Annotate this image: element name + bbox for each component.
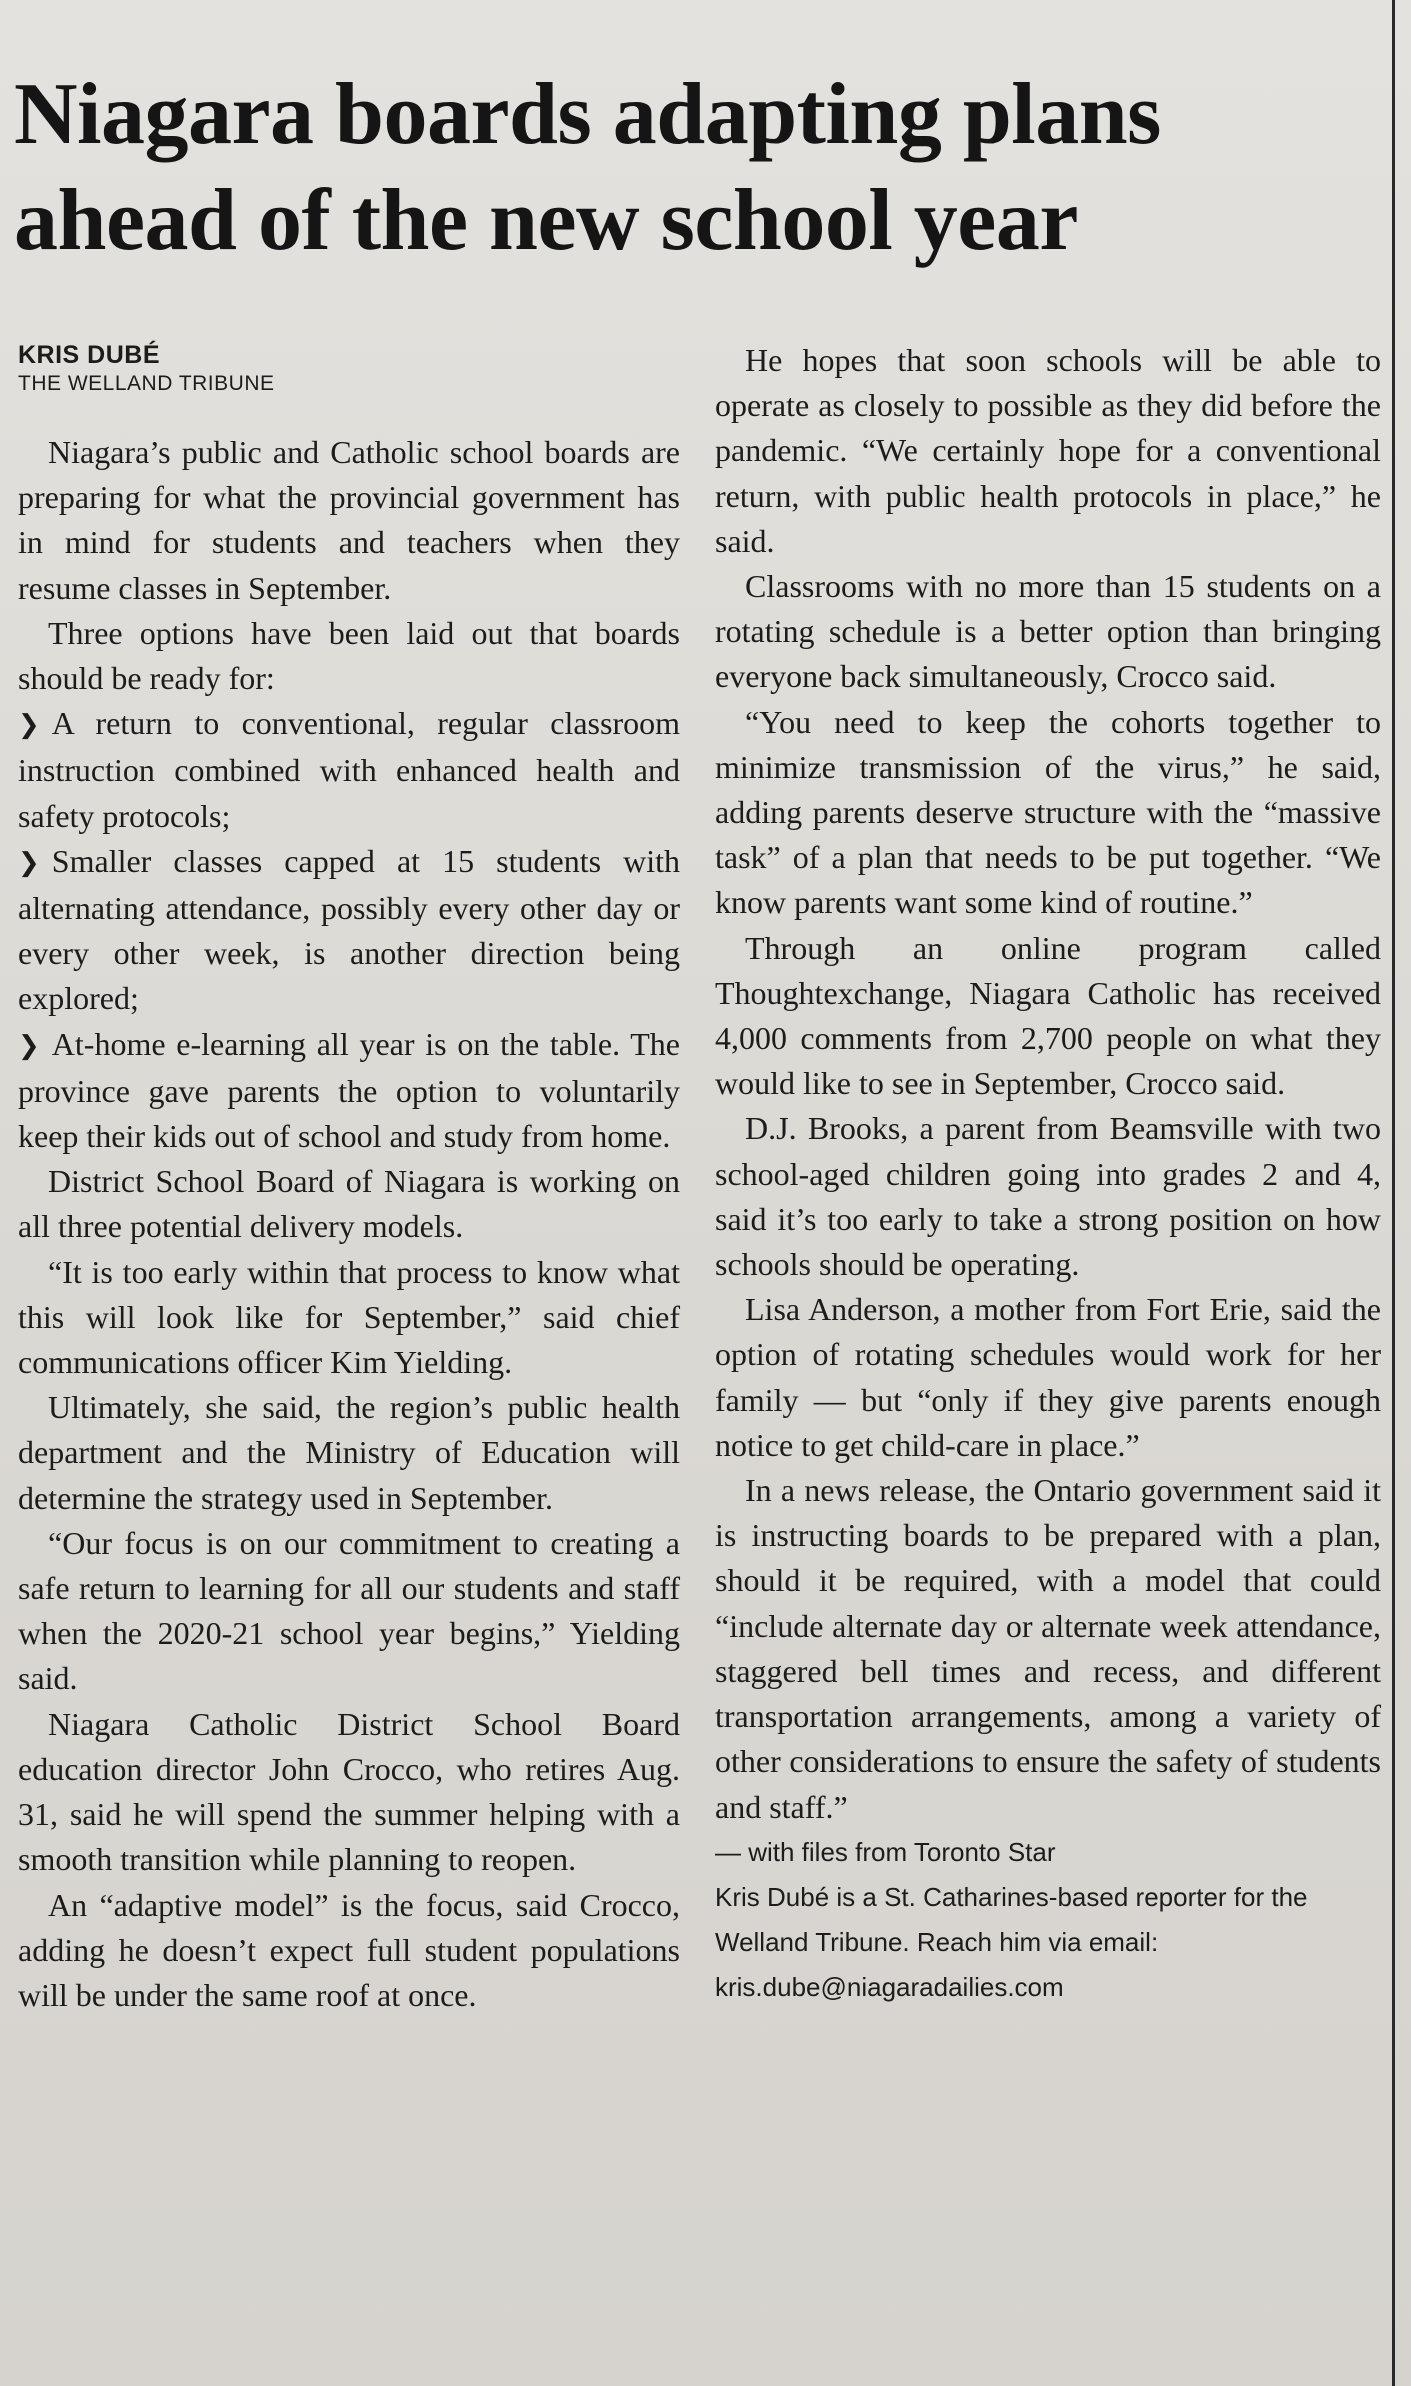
author-bio: Kris Dubé is a St. Catharines-based reporter for the Welland Tribune. Reach him via email: bbox=[715, 1881, 1308, 1957]
headline-line-1: Niagara boards adapting plans bbox=[14, 66, 1161, 163]
bullet-item bbox=[18, 1022, 680, 1160]
paragraph: Niagara Catholic District School Board education director John Crocco, who retires Aug. 31, said he will spend the summer helping with a smooth transition while planning to reopen. bbox=[18, 1705, 680, 1878]
paragraph: He hopes that soon schools will be able to operate as closely to possible as they did before the pandemic. “We certainly hope for a conventional return, with public health protocols in place,” he said. bbox=[715, 342, 1381, 559]
paragraph: “Our focus is on our commitment to creating a safe return to learning for all our students and staff when the 2020-21 school year begins,” Yielding said. bbox=[18, 1524, 680, 1697]
bullet-text: A return to conventional, regular classroom instruction combined with enhanced health and safety protocols; bbox=[18, 705, 680, 834]
paragraph: In a news release, the Ontario government said it is instructing boards to be prepared with a plan, should it be required, with a model that could “include alternate day or alternate week attendance, staggered bell times and recess, and different transportation arrangements, among a variety of other considerations to ensure the safety of students and staff.” bbox=[715, 1472, 1381, 1825]
bullet-item bbox=[18, 701, 680, 839]
paragraph: Ultimately, she said, the region’s public health department and the Ministry of Education will determine the strategy used in September. bbox=[18, 1389, 680, 1516]
paragraph: Classrooms with no more than 15 students on a rotating schedule is a better option than bringing everyone back simultaneously, Crocco said. bbox=[715, 568, 1381, 695]
publication-name: THE WELLAND TRIBUNE bbox=[18, 372, 275, 395]
paragraph: An “adaptive model” is the focus, said Crocco, adding he doesn’t expect full student populations will be under the same roof at once. bbox=[18, 1886, 680, 2013]
paragraph: Three options have been laid out that boards should be ready for: bbox=[18, 614, 680, 697]
bullet-text: Smaller classes capped at 15 students with alternating attendance, possibly every other day or every other week, is another direction being explored; bbox=[18, 842, 680, 1017]
bullet-item bbox=[18, 839, 680, 1022]
column-rule bbox=[1392, 0, 1395, 2386]
paragraph: Niagara’s public and Catholic school boards are preparing for what the provincial government has in mind for students and teachers when they resume classes in September. bbox=[18, 434, 680, 606]
byline bbox=[18, 340, 275, 398]
paragraph: Lisa Anderson, a mother from Fort Erie, said the option of rotating schedules would work for her family — but “only if they give parents enough notice to get child-care in place.” bbox=[715, 1291, 1381, 1463]
credit-line: — with files from Toronto Star bbox=[715, 1836, 1056, 1867]
paragraph: “It is too early within that process to know what this will look like for September,” said chief communications officer Kim Yielding. bbox=[18, 1253, 680, 1381]
chevron-right-icon: ❯ bbox=[18, 710, 40, 741]
bullet-text: At-home e-learning all year is on the table. The province gave parents the option to voluntarily keep their kids out of school and study from home. bbox=[18, 1025, 680, 1155]
headline bbox=[14, 62, 1304, 274]
article-column-right bbox=[715, 338, 1381, 2010]
paragraph: Through an online program called Thoughtexchange, Niagara Catholic has received 4,000 comments from 2,700 people on what they would like to see in September, Crocco said. bbox=[715, 929, 1381, 1102]
paragraph: “You need to keep the cohorts together to minimize transmission of the virus,” he said, adding parents deserve structure with the “massive task” of a plan that needs to be put together. “We know parents want some kind of routine.” bbox=[715, 703, 1381, 921]
article-column-left bbox=[18, 430, 680, 2018]
chevron-right-icon: ❯ bbox=[18, 1030, 40, 1061]
author-email: kris.dube@niagaradailies.com bbox=[715, 1971, 1064, 2002]
chevron-right-icon: ❯ bbox=[18, 847, 40, 878]
paragraph: D.J. Brooks, a parent from Beamsville with two school-aged children going into grades 2 and 4, said it’s too early to take a strong position on how schools should be operating. bbox=[715, 1110, 1381, 1283]
headline-line-2: ahead of the new school year bbox=[14, 172, 1078, 269]
paragraph: District School Board of Niagara is working on all three potential delivery models. bbox=[18, 1163, 680, 1245]
author-name: KRIS DUBÉ bbox=[18, 341, 161, 369]
